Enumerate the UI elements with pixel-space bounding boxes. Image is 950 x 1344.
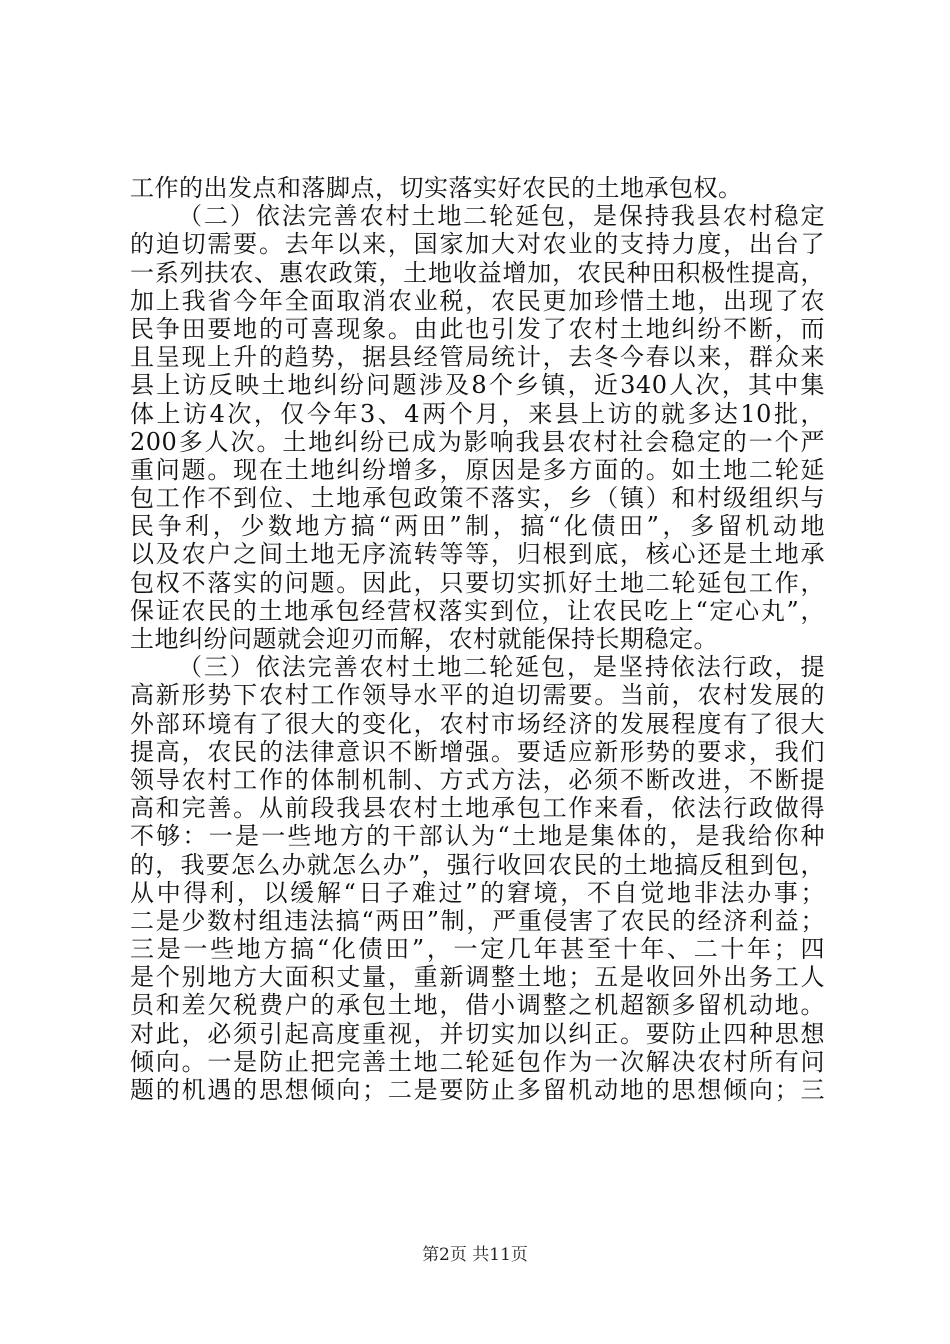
text-line: 二是少数村组违法搞“两田”制，严重侵害了农民的经济利益； — [130, 906, 825, 935]
text-line: 重问题。现在土地纠纷增多，原因是多方面的。如土地二轮延 — [130, 455, 825, 484]
text-line: 且呈现上升的趋势，据县经管局统计，去冬今春以来，群众来 — [130, 343, 825, 372]
text-line: 200多人次。土地纠纷已成为影响我县农村社会稳定的一个严 — [130, 427, 825, 456]
text-line: 保证农民的土地承包经营权落实到位，让农民吃上“定心丸”， — [130, 596, 825, 625]
text-line: 工作的出发点和落脚点，切实落实好农民的土地承包权。 — [130, 174, 743, 202]
document-body — [130, 174, 825, 1104]
text-line: 不够：一是一些地方的干部认为“土地是集体的，是我给你种 — [130, 822, 825, 851]
text-line: 民争利，少数地方搞“两田”制，搞“化债田”，多留机动地 — [130, 512, 825, 541]
text-line: 倾向。一是防止把完善土地二轮延包作为一次解决农村所有问 — [130, 1047, 825, 1076]
text-line: 的，我要怎么办就怎么办”，强行收回农民的土地搞反租到包， — [130, 850, 825, 879]
text-line: 民争田要地的可喜现象。由此也引发了农村土地纠纷不断，而 — [130, 314, 825, 343]
text-line: （三）依法完善农村土地二轮延包，是坚持依法行政，提 — [178, 653, 825, 682]
text-line: 加上我省今年全面取消农业税，农民更加珍惜土地，出现了农 — [130, 286, 825, 315]
text-line: 高和完善。从前段我县农村土地承包工作来看，依法行政做得 — [130, 794, 825, 823]
text-line: 对此，必须引起高度重视，并切实加以纠正。要防止四种思想 — [130, 1019, 825, 1048]
text-line: 体上访4次，仅今年3、4两个月，来县上访的就多达10批， — [130, 399, 825, 428]
text-line: 以及农户之间土地无序流转等等，归根到底，核心还是土地承 — [130, 540, 825, 569]
text-line: 土地纠纷问题就会迎刃而解，农村就能保持长期稳定。 — [130, 625, 718, 653]
text-line: 包权不落实的问题。因此，只要切实抓好土地二轮延包工作， — [130, 568, 825, 597]
text-line: 是个别地方大面积丈量，重新调整土地；五是收回外出务工人 — [130, 963, 825, 992]
text-line: 高新形势下农村工作领导水平的迫切需要。当前，农村发展的 — [130, 681, 825, 710]
text-line: 的迫切需要。去年以来，国家加大对农业的支持力度，出台了 — [130, 230, 825, 259]
text-line: 提高，农民的法律意识不断增强。要适应新形势的要求，我们 — [130, 737, 825, 766]
text-line: 员和差欠税费户的承包土地，借小调整之机超额多留机动地。 — [130, 991, 825, 1020]
text-line: 一系列扶农、惠农政策，土地收益增加，农民种田积极性提高， — [130, 258, 825, 287]
text-line: 题的机遇的思想倾向；二是要防止多留机动地的思想倾向；三 — [130, 1076, 825, 1104]
text-line: 县上访反映土地纠纷问题涉及8个乡镇，近340人次，其中集 — [130, 371, 825, 400]
text-line: 从中得利，以缓解“日子难过”的窘境，不自觉地非法办事； — [130, 878, 825, 907]
text-line: 三是一些地方搞“化债田”，一定几年甚至十年、二十年；四 — [130, 935, 825, 964]
text-line: （二）依法完善农村土地二轮延包，是保持我县农村稳定 — [178, 202, 825, 231]
text-line: 领导农村工作的体制机制、方式方法，必须不断改进，不断提 — [130, 765, 825, 794]
text-line: 包工作不到位、土地承包政策不落实，乡（镇）和村级组织与 — [130, 484, 825, 513]
text-line: 外部环境有了很大的变化，农村市场经济的发展程度有了很大 — [130, 709, 825, 738]
page-number-footer: 第2页 共11页 — [422, 1245, 528, 1265]
